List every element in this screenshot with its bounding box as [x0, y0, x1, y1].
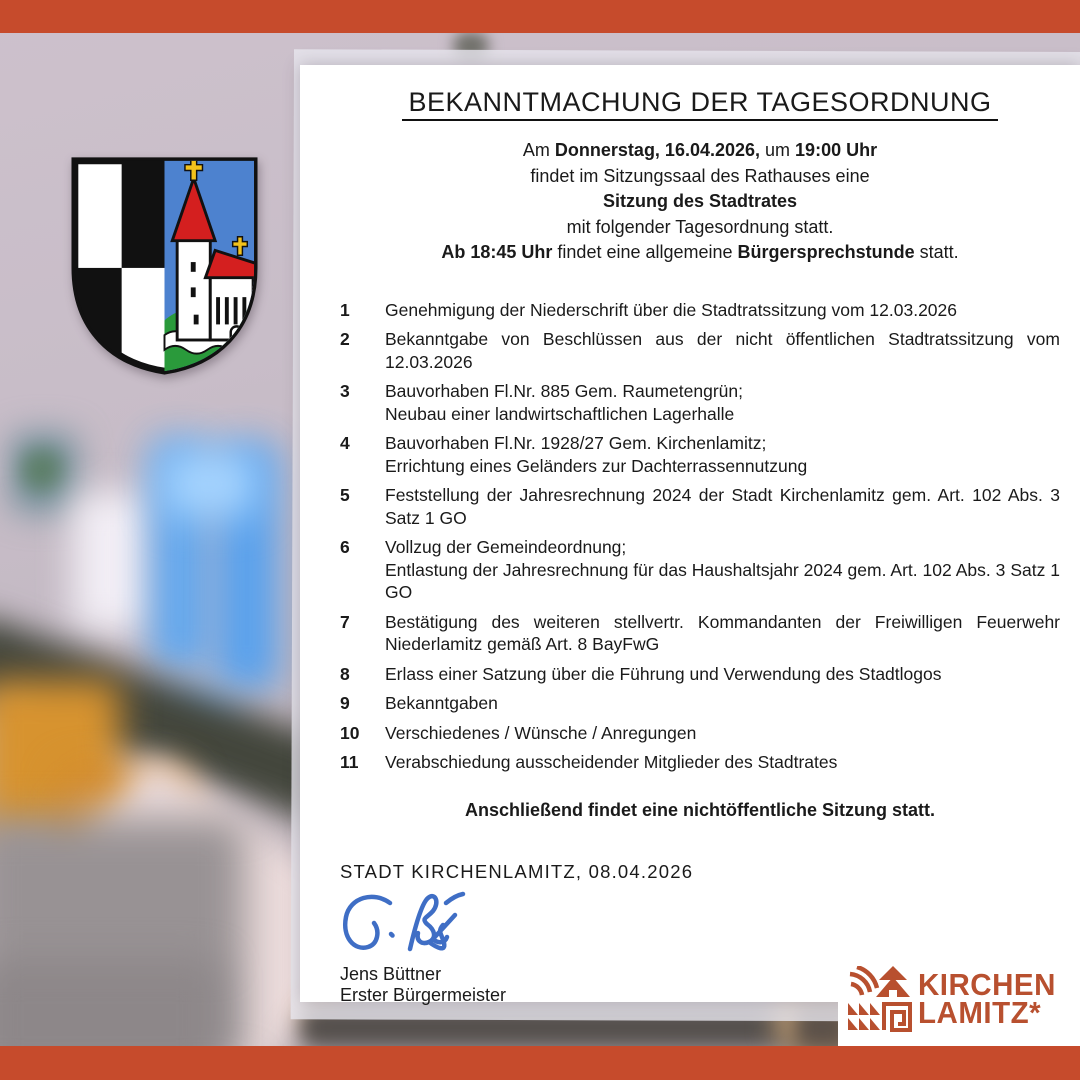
city-logo-icon: [848, 966, 912, 1032]
announcement-paper: [300, 65, 1080, 1005]
coat-of-arms-kirchenlamitz: [62, 153, 267, 377]
intro-line: Am Donnerstag, 16.04.2026, um 19:00 Uhr: [522, 140, 878, 160]
background-picture-frame-art: [22, 450, 62, 490]
bottom-accent-bar: [0, 1046, 1080, 1080]
agenda-item-number: 11: [340, 752, 359, 772]
agenda-item-text: Bekanntgaben: [385, 693, 498, 713]
intro-line: Ab 18:45 Uhr findet eine allgemeine Bürgersprechstunde statt.: [441, 242, 959, 262]
intro-line: mit folgender Tagesordnung statt.: [566, 216, 834, 237]
agenda-item: [340, 432, 1060, 477]
agenda-item: [340, 692, 1060, 715]
agenda-item: [340, 380, 1060, 425]
signature: [334, 887, 484, 961]
agenda-item: [340, 536, 1060, 604]
agenda-item-text: Erlass einer Satzung über die Führung und Verwendung des Stadtlogos: [385, 663, 942, 684]
agenda-item-text: Bestätigung des weiteren stellvertr. Kommandanten der Freiwilligen Feuerwehr Niederlamitz gemäß Art. 8 BayFwG: [385, 611, 1060, 654]
agenda-item: [340, 484, 1060, 529]
city-logo: [838, 952, 1080, 1046]
intro-line: Sitzung des Stadtrates: [602, 191, 798, 211]
closing-note: Anschließend findet eine nichtöffentliche Sitzung statt.: [464, 799, 936, 820]
issuer-line: STADT KIRCHENLAMITZ, 08.04.2026: [340, 860, 694, 882]
agenda-list: [340, 299, 1060, 774]
agenda-item-text: Feststellung der Jahresrechnung 2024 der Stadt Kirchenlamitz gem. Art. 102 Abs. 3 Satz 1 GO: [385, 485, 1060, 528]
agenda-item-number: 3: [340, 381, 350, 401]
agenda-item: [340, 751, 1060, 774]
agenda-item-number: 1: [340, 299, 350, 320]
agenda-item-number: 5: [340, 485, 350, 505]
agenda-item: [340, 328, 1060, 373]
agenda-item-text: Bauvorhaben Fl.Nr. 885 Gem. Raumetengrün; Neubau einer landwirtschaftlichen Lagerhalle: [385, 381, 743, 424]
background-window-glow: [162, 452, 257, 516]
page-title: BEKANNTMACHUNG DER TAGESORDNUNG: [340, 87, 1060, 118]
agenda-item-number: 9: [340, 693, 350, 713]
agenda-item-number: 8: [340, 663, 350, 684]
agenda-item-number: 2: [340, 329, 350, 349]
signer-title: Erster Bürgermeister: [340, 985, 507, 1005]
agenda-item: [340, 722, 1060, 745]
agenda-item-number: 7: [340, 611, 350, 632]
agenda-item-number: 6: [340, 537, 350, 557]
agenda-item-text: Vollzug der Gemeindeordnung; Entlastung der Jahresrechnung für das Haushaltsjahr 2024 gem. Art. 102 Abs. 3 Satz 1 GO: [385, 537, 1060, 602]
meeting-intro: [340, 138, 1060, 266]
crest-checker-black: [122, 153, 165, 268]
background-door: [72, 492, 152, 632]
agenda-item: [340, 299, 1060, 322]
city-logo-text: KIRCHEN LAMITZ*: [918, 967, 1056, 1031]
agenda-item-text: Bekanntgabe von Beschlüssen aus der nicht öffentlichen Stadtratssitzung vom 12.03.2026: [385, 329, 1060, 372]
agenda-item-number: 4: [340, 433, 350, 453]
agenda-item-number: 10: [340, 722, 360, 743]
intro-line: findet im Sitzungssaal des Rathauses eine: [530, 165, 870, 186]
agenda-item-text: Bauvorhaben Fl.Nr. 1928/27 Gem. Kirchenlamitz; Errichtung eines Geländers zur Dachterrassennutzung: [385, 433, 808, 476]
signer-name: Jens Büttner: [340, 963, 442, 984]
agenda-item-text: Verschiedenes / Wünsche / Anregungen: [385, 722, 697, 743]
agenda-item-text: Genehmigung der Niederschrift über die Stadtratssitzung vom 12.03.2026: [385, 299, 957, 320]
agenda-item: [340, 611, 1060, 656]
agenda-item-text: Verabschiedung ausscheidender Mitglieder des Stadtrates: [385, 752, 838, 772]
agenda-item: [340, 663, 1060, 686]
top-accent-bar: [0, 0, 1080, 33]
